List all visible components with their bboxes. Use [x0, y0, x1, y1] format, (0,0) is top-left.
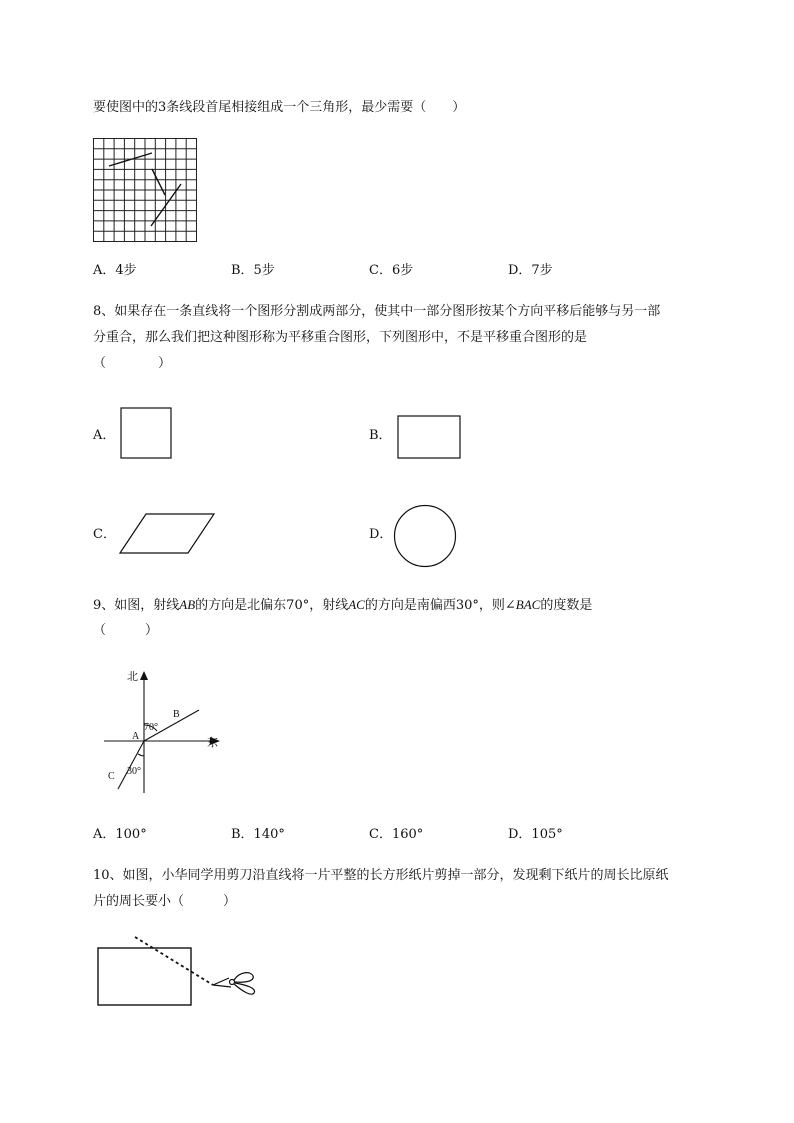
q7-option-c[interactable]: C．6步: [369, 263, 414, 278]
q9-option-b[interactable]: B．140°: [231, 827, 285, 842]
parallelogram-shape: [119, 513, 215, 555]
question-8-line-1: 8、如果存在一条直线将一个图形分割成两部分，使其中一部分图形按某个方向平移后能够与另一部: [93, 304, 661, 319]
q8-option-b[interactable]: B．: [369, 428, 392, 443]
north-label: 北: [127, 670, 138, 683]
angle-30-label: 30°: [127, 766, 141, 777]
rectangle-shape: [397, 415, 461, 459]
point-a-label: A: [132, 731, 140, 742]
direction-figure: [100, 667, 230, 797]
q7-option-a[interactable]: A．4步: [93, 263, 137, 278]
scissors-icon: [213, 973, 255, 995]
question-10-line-2: 片的周长要小（ ）: [93, 894, 237, 909]
ray-ac: [118, 741, 144, 789]
question-8-line-2: 分重合，那么我们把这种图形称为平移重合图形，下列图形中，不是平移重合图形的是: [93, 330, 588, 345]
question-7-stem: 要使图中的3条线段首尾相接组成一个三角形，最少需要（ ）: [93, 100, 466, 115]
east-label: 东: [207, 736, 218, 749]
question-8-line-3: （ ）: [93, 356, 172, 371]
q7-option-d[interactable]: D．7步: [508, 263, 553, 278]
circle-shape: [393, 504, 457, 568]
paper-rectangle: [98, 948, 191, 1005]
north-arrow-icon: [140, 671, 148, 680]
cut-line: [135, 937, 213, 985]
q9-option-a[interactable]: A．100°: [93, 827, 147, 842]
angle-70-label: 70°: [144, 722, 158, 733]
grid-figure: [93, 138, 203, 243]
segment-2: [152, 169, 165, 195]
q8-option-d[interactable]: D．: [369, 527, 393, 542]
q9-option-c[interactable]: C．160°: [369, 827, 424, 842]
point-b-label: B: [173, 709, 180, 720]
point-c-label: C: [108, 771, 115, 782]
question-9-line-1: 9、如图，射线AB的方向是北偏东70°，射线AC的方向是南偏西30°，则∠BAC的度数是: [93, 597, 593, 613]
q8-option-a[interactable]: A．: [93, 428, 116, 443]
square-shape: [120, 407, 172, 459]
q8-option-c[interactable]: C．: [93, 527, 116, 542]
paper-cut-figure: [95, 935, 265, 1015]
q9-option-d[interactable]: D．105°: [508, 827, 563, 842]
question-9-line-2: （ ）: [93, 623, 159, 638]
q7-option-b[interactable]: B．5步: [231, 263, 275, 278]
question-10-line-1: 10、如图，小华同学用剪刀沿直线将一片平整的长方形纸片剪掉一部分，发现剩下纸片的周长比原纸: [93, 868, 669, 883]
